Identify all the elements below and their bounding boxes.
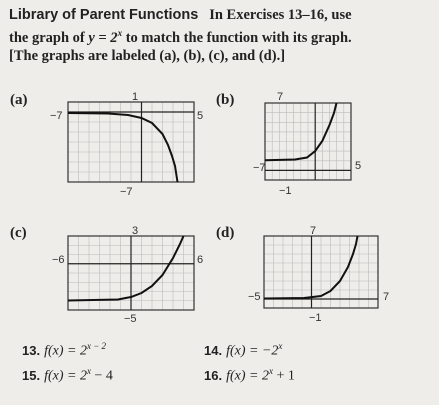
graph-b-plot	[265, 103, 351, 180]
graph-d-label: (d)	[216, 225, 235, 241]
exercise-13	[22, 341, 106, 360]
exercise-15-function: f(x) = 2	[44, 368, 87, 384]
exercise-15-post: − 4	[90, 368, 113, 384]
exercise-16-function: f(x) = 2	[226, 368, 269, 384]
graph-d-bottom-tick: −1	[309, 312, 322, 324]
exercise-16-number: 16.	[204, 367, 223, 383]
graph-b-grid	[265, 103, 351, 180]
graph-a-top-tick: 1	[132, 91, 139, 103]
exercise-15-number: 15.	[22, 367, 41, 383]
intro-line-2-pre: the graph of	[9, 29, 89, 46]
graph-c-curve	[68, 236, 184, 301]
graph-d-curve	[264, 236, 358, 299]
exercise-13-exp: x − 2	[86, 341, 107, 351]
intro-function-exp: x	[117, 28, 123, 38]
intro-line-2-post: to match the function with its graph.	[122, 29, 352, 46]
section-heading: Library of Parent Functions	[9, 7, 199, 23]
graph-a-curve	[68, 113, 178, 182]
graph-d-left-tick: −5	[248, 291, 261, 303]
exercise-16-exp: x	[268, 366, 273, 376]
graph-a-label: (a)	[10, 92, 28, 108]
graph-c-label: (c)	[10, 225, 27, 241]
exercise-14-exp: x	[278, 341, 283, 351]
exercise-16	[204, 366, 295, 385]
graph-d-plot	[264, 236, 378, 308]
exercise-14	[204, 341, 282, 360]
exercise-15	[22, 366, 113, 385]
exercise-16-post: + 1	[272, 368, 295, 384]
graph-c-left-tick: −6	[52, 254, 65, 266]
intro-line-1-rest: In Exercises 13–16, use	[209, 7, 352, 23]
graph-a-left-tick: −7	[50, 110, 63, 122]
graph-b-right-tick: 5	[355, 160, 362, 172]
intro-function: y = 2	[88, 29, 118, 46]
graph-b-bottom-tick: −1	[279, 185, 292, 197]
intro-text	[9, 6, 434, 65]
graph-a-plot	[68, 102, 194, 182]
graph-c-right-tick: 6	[197, 254, 204, 266]
intro-line-3: [The graphs are labeled (a), (b), (c), and (d).]	[9, 47, 286, 64]
intro-line-2	[9, 24, 434, 47]
graph-d-top-tick: 7	[310, 225, 317, 237]
exercise-14-function: f(x) = −2	[226, 343, 279, 359]
graph-d-right-tick: 7	[383, 291, 390, 303]
graph-a-bottom-tick: −7	[120, 186, 133, 198]
graph-d-grid	[264, 236, 378, 308]
exercise-14-number: 14.	[204, 342, 223, 358]
graph-c-bottom-tick: −5	[124, 313, 137, 325]
graph-c-top-tick: 3	[132, 225, 139, 237]
graph-a-right-tick: 5	[197, 110, 204, 122]
intro-line-1	[9, 6, 434, 24]
graph-b-label: (b)	[216, 92, 235, 108]
graph-b-top-tick: 7	[277, 91, 284, 103]
graph-b-left-tick: −7	[253, 162, 266, 174]
exercise-13-number: 13.	[22, 342, 41, 358]
exercise-15-exp: x	[86, 366, 91, 376]
graph-c-plot	[68, 236, 194, 310]
exercise-13-function: f(x) = 2	[44, 343, 87, 359]
